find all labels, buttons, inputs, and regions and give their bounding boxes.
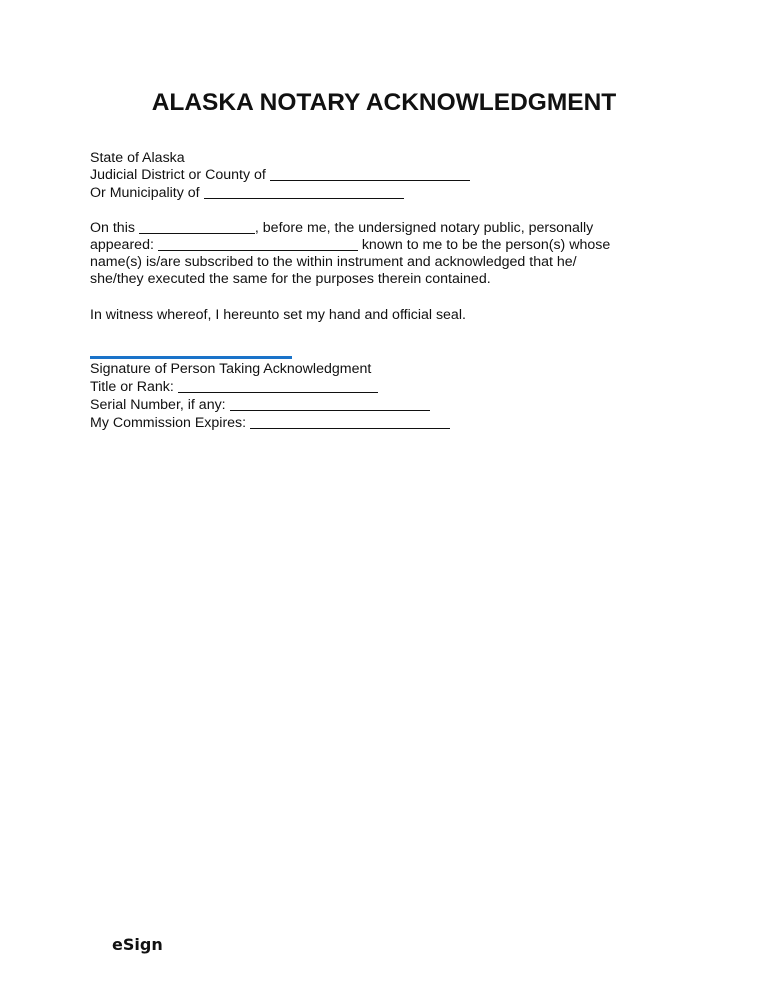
- appeared-name-field[interactable]: [158, 237, 358, 251]
- serial-label: Serial Number, if any:: [90, 397, 226, 413]
- title-field[interactable]: [178, 379, 378, 393]
- commission-line: [90, 415, 450, 432]
- municipality-label: Or Municipality of: [90, 185, 200, 201]
- esign-logo: eSign: [112, 935, 163, 954]
- district-label: Judicial District or County of: [90, 167, 266, 183]
- state-label: State of Alaska: [90, 150, 185, 166]
- body-line-4: she/they executed the same for the purposes therein contained.: [90, 271, 491, 287]
- municipality-field[interactable]: [204, 185, 404, 199]
- signature-field[interactable]: [90, 356, 292, 359]
- state-line: [90, 150, 185, 167]
- title-label: Title or Rank:: [90, 379, 174, 395]
- title-line: [90, 379, 378, 396]
- serial-field[interactable]: [230, 397, 430, 411]
- commission-label: My Commission Expires:: [90, 415, 247, 431]
- date-field[interactable]: [139, 220, 255, 234]
- body-text: known to me to be the person(s) whose: [361, 237, 611, 253]
- body-text: On this: [90, 220, 135, 236]
- district-field[interactable]: [270, 167, 470, 181]
- serial-line: [90, 397, 430, 414]
- commission-field[interactable]: [250, 415, 450, 429]
- document-title: ALASKA NOTARY ACKNOWLEDGMENT: [151, 89, 617, 116]
- district-line: [90, 167, 470, 184]
- witness-statement: In witness whereof, I hereunto set my hand and official seal.: [90, 307, 466, 323]
- body-line-1: [90, 220, 593, 237]
- body-line-3: name(s) is/are subscribed to the within instrument and acknowledged that he/: [90, 254, 577, 270]
- body-text: appeared:: [90, 237, 154, 253]
- body-text: , before me, the undersigned notary public, personally: [254, 220, 594, 236]
- body-line-2: [90, 237, 610, 254]
- municipality-line: [90, 185, 404, 202]
- signature-label: Signature of Person Taking Acknowledgment: [90, 361, 372, 377]
